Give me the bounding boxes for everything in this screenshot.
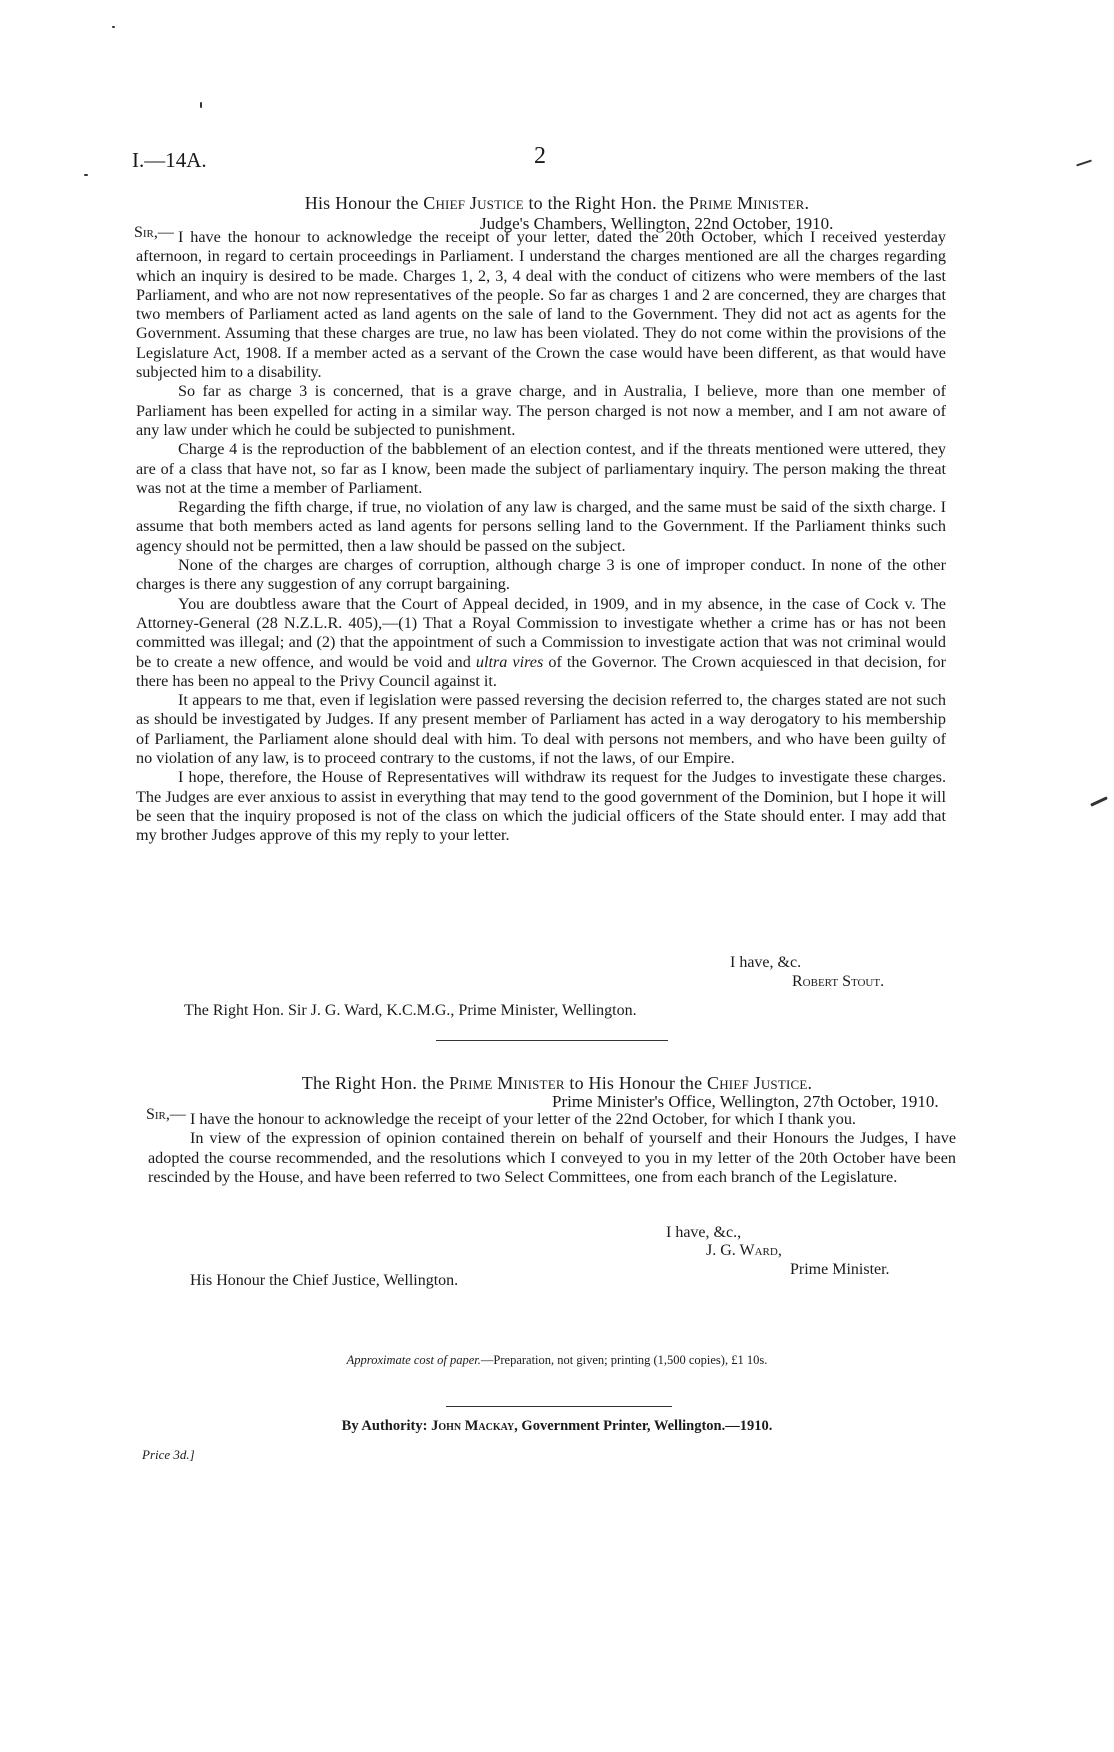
letter1-heading-from: Chief Justice [423,193,524,213]
letter1-paragraph: Regarding the fifth charge, if true, no violation of any law is charged, and the same must be said of the sixth charge. I assume that both members acted as land agents for persons selling land to the Government. If the Parliament thinks such agency should not be permitted, then a law should be passed on the subject. [136,498,946,555]
appeal-text-after: of the Governor. The Crown acquiesced in that decision, for there has been no appeal to the Privy Council against it. [136,652,946,690]
letter1-dateline: Judge's Chambers, Wellington, 22nd October, 1910. [480,214,834,233]
letter2-heading-prefix: The Right Hon. the [301,1073,445,1093]
letter1-paragraph-appeal [136,595,946,691]
letter2-paragraph: In view of the expression of opinion contained therein on behalf of yourself and their Honours the Judges, I have adopted the course recommended, and the resolutions which I conveyed to you in my letter of the 20th October have been rescinded by the House, and have been referred to two Select Committees, one from each branch of the Legislature. [148,1129,956,1186]
appeal-text-italic: ultra vires [475,652,544,671]
letter1-body [136,228,946,846]
appeal-text-before: You are doubtless aware that the Court of Appeal decided, in 1909, and in my absence, in the case of Cock v. The Attorney-General (28 N.Z.L.R. 405),—(1) That a Royal Commission to investigate whether a crime has or has not been committed was illegal; and (2) that the appointment of such a Commission to investigate action that was not criminal would be to create a new offence, and would be void and [136,594,946,671]
letter1-heading-mid: to the Right Hon. the [528,193,685,213]
letter1-paragraph: None of the charges are charges of corruption, although charge 3 is one of improper conduct. In none of the other charges is there any suggestion of any corrupt bargaining. [136,556,946,594]
price: Price 3d.] [142,1447,195,1462]
letter2-heading-from: Prime Minister [449,1073,565,1093]
section-divider [436,1040,668,1041]
page-number: 2 [534,143,546,169]
scan-speck [200,102,202,108]
cost-text: —Preparation, not given; printing (1,500 copies), £1 10s. [480,1353,768,1367]
printer-authority [0,1418,1114,1435]
letter2-salutation: Sir,— [146,1106,186,1123]
letter2-heading-mid: to His Honour the [569,1073,703,1093]
scan-speck [1090,796,1108,806]
letter1-paragraph: So far as charge 3 is concerned, that is a grave charge, and in Australia, I believe, more than one member of Parliament has been expelled for acting in a similar way. The person charged is not now a member, and I am not aware of any law under which he could be subjected to punishment. [136,382,946,439]
authority-suffix: Government Printer, Wellington.—1910. [521,1418,773,1434]
letter1-paragraph: Charge 4 is the reproduction of the babblement of an election contest, and if the threats mentioned were uttered, they are of a class that have not, so far as I know, been made the subject of parliamentary inquiry. The person making the threat was not at the time a member of Parliament. [136,440,946,497]
authority-prefix: By Authority: [341,1418,428,1434]
document-reference: I.—14A. [132,148,207,172]
letter1-paragraph: I have the honour to acknowledge the receipt of your letter, dated the 20th October, which I received yesterday afternoon, in regard to certain proceedings in Parliament. I understand the charges mentioned are all the charges regarding which an inquiry is desired to be made. Charges 1, 2, 3, 4 deal with the conduct of citizens who were members of the last Parliament, and who are not now representatives of the people. So far as charges 1 and 2 are concerned, they are charges that two members of Parliament acted as land agents on the sale of land to the Government. They did not act as agents for the Government. Assuming that these charges are true, no law has been violated. They do not come within the provisions of the Legislature Act, 1908. If a member acted as a servant of the Crown the case would have been different, as that would have subjected him to a disability. [136,228,946,382]
letter1-closing: I have, &c. [730,954,802,971]
letter2-closing: I have, &c., [666,1224,742,1241]
scan-speck [1076,160,1092,167]
letter2-heading [0,1073,1114,1094]
letter2-heading-to: Chief Justice. [707,1073,813,1093]
letter1-heading-to: Prime Minister. [688,193,810,213]
cost-note [0,1353,1114,1368]
letter1-addressee: The Right Hon. Sir J. G. Ward, K.C.M.G., Prime Minister, Wellington. [184,1002,637,1019]
letter2-body [148,1110,956,1187]
letter1-salutation: Sir,— [134,224,174,241]
scan-speck [112,26,115,28]
letter1-heading-prefix: His Honour the [304,193,419,213]
letter2-dateline: Prime Minister's Office, Wellington, 27th October, 1910. [552,1092,939,1111]
letter2-signature-title: Prime Minister. [790,1261,890,1278]
letter2-paragraph: I have the honour to acknowledge the receipt of your letter of the 22nd October, for which I thank you. [190,1110,856,1128]
letter1-heading [0,193,1114,214]
letter1-signature: Robert Stout. [792,973,885,990]
scan-speck [84,174,88,176]
printer-name: John Mackay, [431,1418,518,1434]
letter2-signature: J. G. Ward, [706,1242,782,1259]
letter1-paragraph: I hope, therefore, the House of Representatives will withdraw its request for the Judges to investigate these charges. The Judges are ever anxious to assist in everything that may tend to the good government of the Dominion, but I hope it will be seen that the inquiry proposed is not of the class on which the judicial officers of the State should enter. I may add that my brother Judges approve of this my reply to your letter. [136,768,946,845]
letter1-paragraph: It appears to me that, even if legislation were passed reversing the decision referred to, the charges stated are not such as should be investigated by Judges. If any present member of Parliament has acted in a way derogatory to his membership of Parliament, the Parliament alone should deal with him. To deal with persons not members, and who have been guilty of no violation of any law, is to proceed contrary to the customs, if not the laws, of our Empire. [136,691,946,768]
footer-divider [446,1406,672,1407]
cost-label: Approximate cost of paper. [346,1353,481,1367]
letter2-addressee: His Honour the Chief Justice, Wellington. [190,1272,459,1289]
